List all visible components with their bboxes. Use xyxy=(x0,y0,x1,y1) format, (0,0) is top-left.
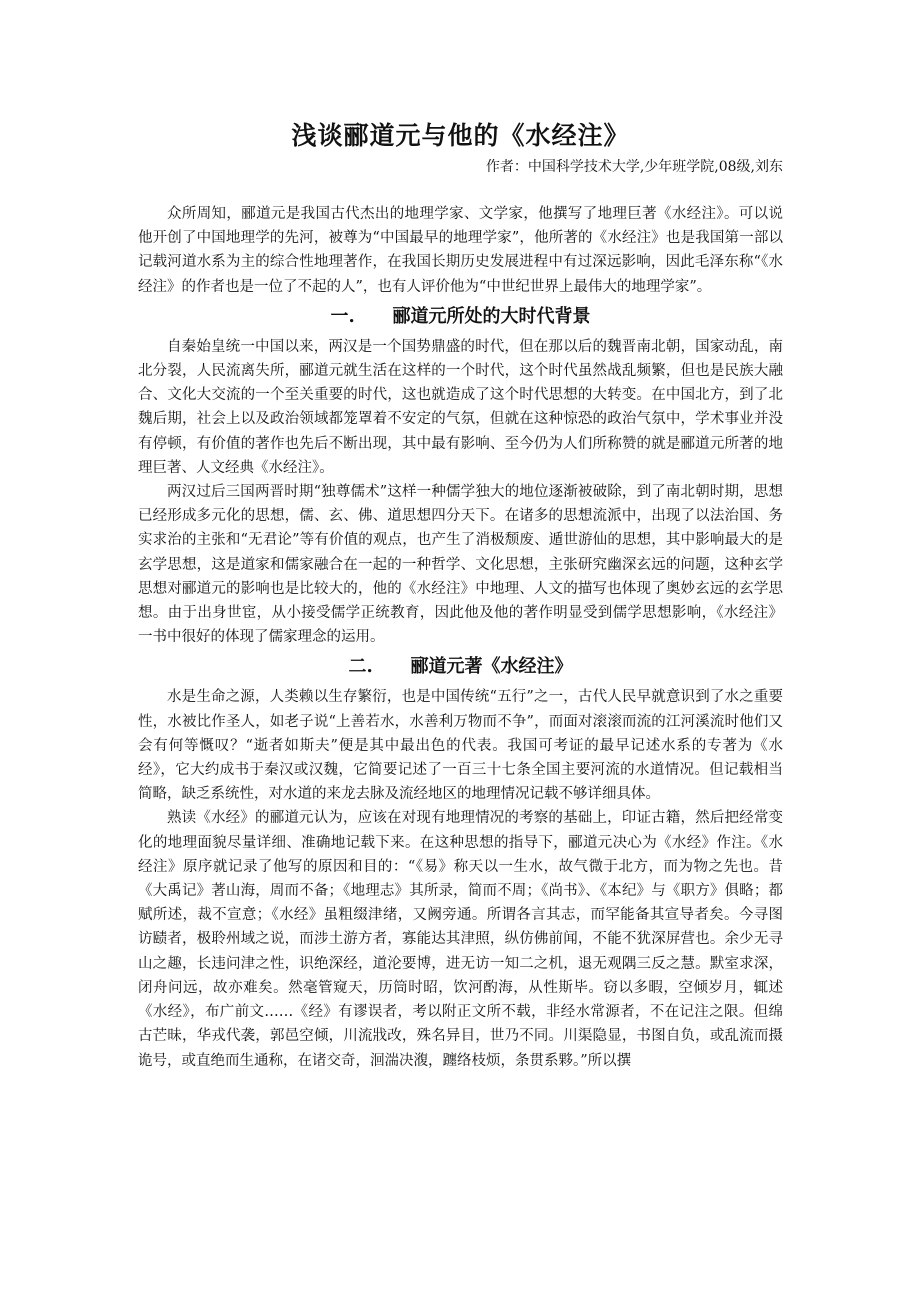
document-page xyxy=(138,0,783,1073)
body-paragraph: 自秦始皇统一中国以来，两汉是一个国势鼎盛的时代，但在那以后的魏晋南北朝，国家动乱，南北分裂，人民流离失所，郦道元就生活在这样的一个时代，这个时代虽然战乱频繁，但也是民族大融合、文化大交流的一个至关重要的时代，这也就造成了这个时代思想的大转变。在中国北方，到了北魏后期，社会上以及政治领域都笼罩着不安定的气氛，但就在这种惊恐的政治气氛中，学术事业并没有停顿，有价值的著作也先后不断出现，其中最有影响、至今仍为人们所称赞的就是郦道元所著的地理巨著、人文经典《水经注》。 xyxy=(138,338,783,476)
body-paragraph: 两汉过后三国两晋时期“独尊儒术”这样一种儒学独大的地位逐渐被破除，到了南北朝时期，思想已经形成多元化的思想，儒、玄、佛、道思想四分天下。在诸多的思想流派中，出现了以法治国、务实求治的主张和“无君论”等有价值的观点，也产生了消极颓废、遁世游仙的思想，其中影响最大的是玄学思想，这是道家和儒家融合在一起的一种哲学、文化思想，主张研究幽深玄远的问题，这种玄学思想对郦道元的影响也是比较大的，他的《水经注》中地理、人文的描写也体现了奥妙玄远的玄学思想。由于出身世宦，从小接受儒学正统教育，因此他及他的著作明显受到儒学思想影响，《水经注》一书中很好的体现了儒家理念的运用。 xyxy=(138,484,783,646)
body-paragraph: 水是生命之源，人类赖以生存繁衍，也是中国传统“五行”之一，古代人民早就意识到了水之重要性，水被比作圣人，如老子说“上善若水，水善利万物而不争”，而面对滚滚而流的江河溪流时他们又会有何等慨叹？“逝者如斯夫”便是其中最出色的代表。我国可考证的最早记述水系的专著为《水经》，它大约成书于秦汉或汉魏，它简要记述了一百三十七条全国主要河流的水道情况。但记载相当简略，缺乏系统性，对水道的来龙去脉及流经地区的地理情况记载不够详细具体。 xyxy=(138,689,783,803)
author-line: 作者：中国科学技术大学,少年班学院,08级,刘东 xyxy=(485,159,783,175)
section-2 xyxy=(138,653,783,1072)
section-title: 郦道元著《水经注》 xyxy=(410,656,573,678)
intro-paragraph: 众所周知，郦道元是我国古代杰出的地理学家、文学家，他撰写了地理巨著《水经注》。可以说他开创了中国地理学的先河，被尊为“中国最早的地理学家”，他所著的《水经注》也是我国第一部以记载河道水系为主的综合性地理著作，在我国长期历史发展进程中有过深远影响，因此毛泽东称“《水经注》的作者也是一位了不起的人”，也有人评价他为“中世纪世界上最伟大的地理学家”。 xyxy=(138,206,783,295)
section-heading xyxy=(138,303,783,331)
section-title: 郦道元所处的大时代背景 xyxy=(392,305,591,327)
section-1 xyxy=(138,303,783,650)
section-number: 二. xyxy=(348,656,373,678)
body-paragraph: 熟读《水经》的郦道元认为，应该在对现有地理情况的考察的基础上，印证古籍，然后把经常变化的地理面貌尽量详细、准确地记载下来。在这种思想的指导下，郦道元决心为《水经》作注。《水经注》原序就记录了他写的原因和目的：“《易》称天以一生水，故气微于北方，而为物之先也。昔《大禹记》著山海，周而不备；《地理志》其所录，简而不周；《尚书》、《本纪》与《职方》俱略；都赋所述，裁不宣意；《水经》虽粗缀津绪，又阙旁通。所谓各言其志，而罕能备其宣导者矣。今寻图访赜者，极聆州域之说，而涉土游方者，寡能达其津照，纵仿佛前闻，不能不犹深屏营也。余少无寻山之趣，长违问津之性，识绝深经，道沦要博，进无访一知二之机，退无观隅三反之慧。默室求深，闭舟问远，故亦难矣。然毫管窥天，历筒时昭，饮河酌海，从性斯毕。窃以多暇，空倾岁月，辄述《水经》，布广前文……《经》有谬误者，考以附正文所不载，非经水常源者，不在记注之限。但绵古芒昧，华戎代袭，郭邑空倾，川流戕改，殊名异目，世乃不同。川渠隐显，书图自负，或乱流而摄诡号，或直绝而生通称，在诸交奇，洄湍决澓，躔络枝烦，条贯系夥。”所以撰 xyxy=(138,810,783,1069)
section-heading xyxy=(138,653,783,681)
document-title: 浅谈郦道元与他的《水经注》 xyxy=(291,121,630,150)
section-number: 一. xyxy=(330,305,355,327)
